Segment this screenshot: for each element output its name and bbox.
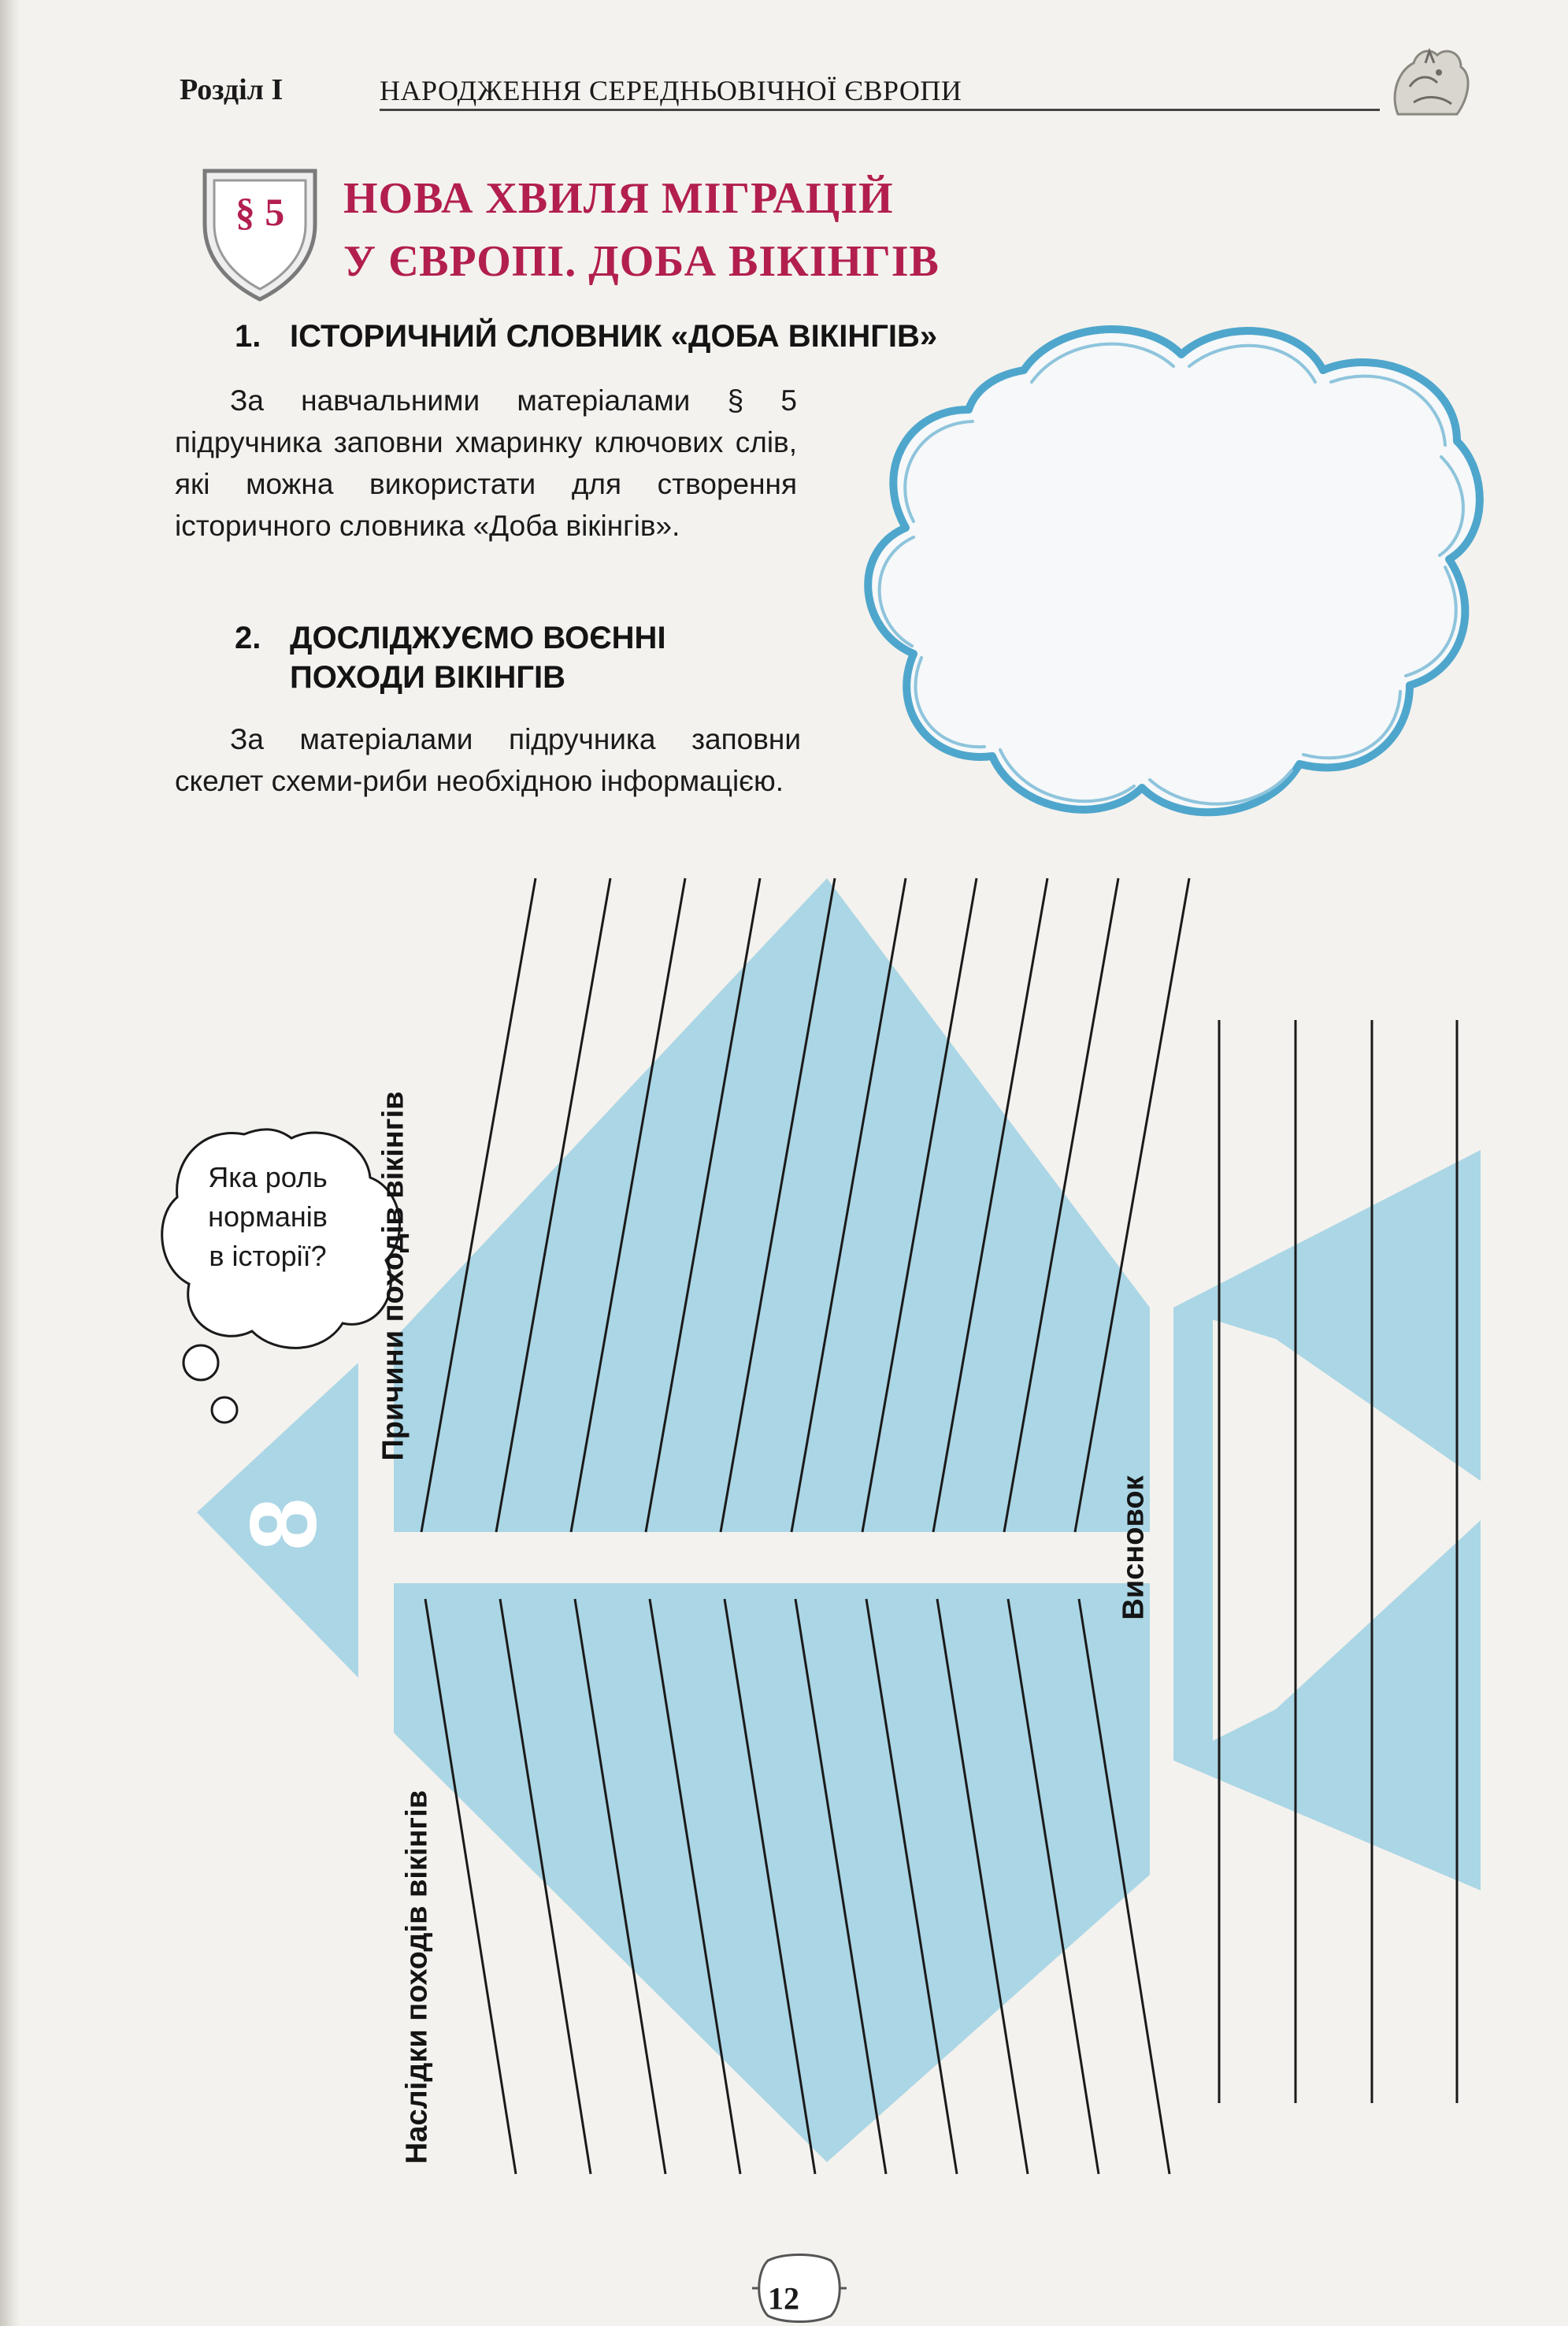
task-2-title-line-1: ДОСЛІДЖУЄМО ВОЄННІ <box>290 621 666 655</box>
page-number: 12 <box>768 2280 799 2317</box>
question-line-2: норманів <box>208 1200 328 1233</box>
thought-bubble-question <box>189 1158 347 1276</box>
question-line-3: в історії? <box>209 1240 327 1272</box>
task-2-title-line-2: ПОХОДИ ВІКІНГІВ <box>290 660 566 695</box>
paragraph-number: § 5 <box>235 190 285 234</box>
fish-lower-body <box>394 1583 1150 2165</box>
task-2-number: 2. <box>235 621 261 655</box>
task-1-instructions: За навчальними матеріалами § 5 підручника заповни хмаринку ключових слів, які можна використати для створення історичного словника «Доба вікінгів». <box>175 384 797 542</box>
lesson-title-line-1: НОВА ХВИЛЯ МІГРАЦІЙ <box>343 174 894 223</box>
conclusion-label: Висновок <box>1117 1475 1151 1620</box>
section-label: Розділ І <box>180 73 284 106</box>
task-2-instructions: За матеріалами підручника заповни скелет схеми-риби необхідною інформацією. <box>175 723 801 797</box>
lesson-title-line-2: У ЄВРОПІ. ДОБА ВІКІНГІВ <box>343 237 940 286</box>
task-1-title: ІСТОРИЧНИЙ СЛОВНИК «ДОБА ВІКІНГІВ» <box>290 319 938 354</box>
fish-upper-body <box>394 878 1150 1532</box>
fish-eye-digit: 8 <box>231 1497 336 1551</box>
question-line-1: Яка роль <box>208 1161 328 1193</box>
task-1-number: 1. <box>235 319 261 354</box>
fish-tail-stem <box>1173 1308 1213 1760</box>
causes-label: Причини походів вікінгів <box>376 1091 410 1461</box>
chapter-title: НАРОДЖЕННЯ СЕРЕДНЬОВІЧНОЇ ЄВРОПИ <box>380 75 962 106</box>
consequences-label: Наслідки походів вікінгів <box>400 1790 434 2165</box>
